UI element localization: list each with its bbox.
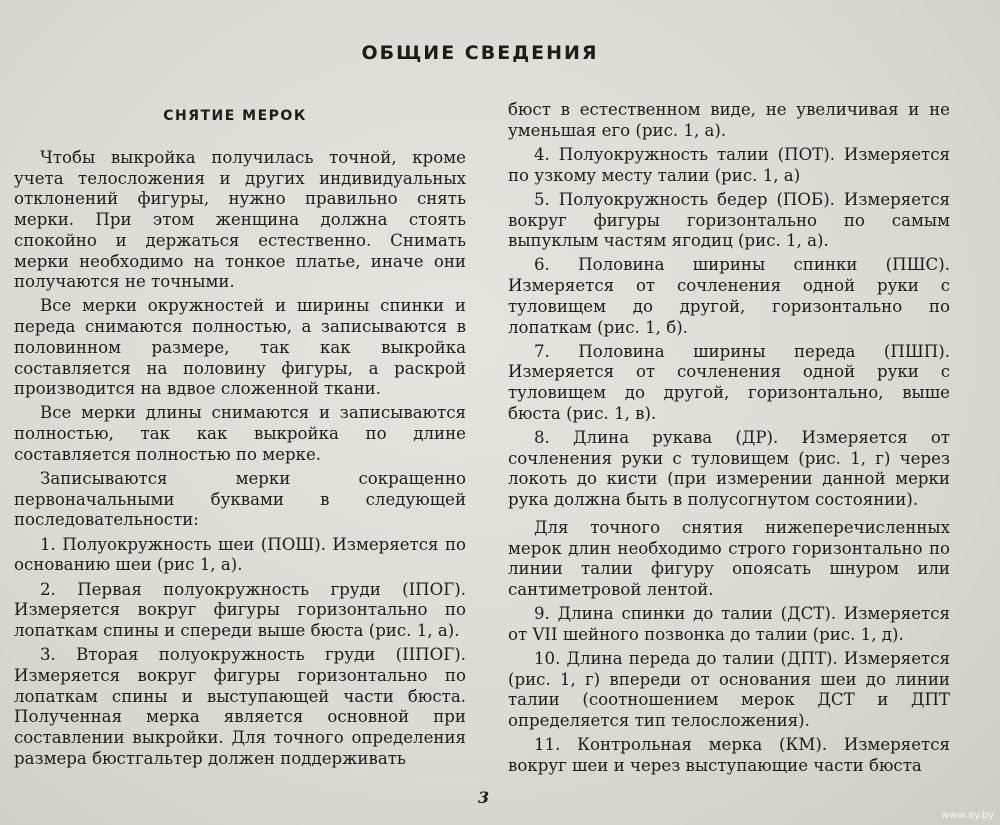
measurement-item: 8. Длина рукава (ДР). Измеряется от сочленения руки с туловищем (рис. 1, г) через локоть до кисти (при измерении данной мерки рука должна быть в полусогнутом состоянии). [508,428,950,510]
paragraph: Чтобы выкройка получилась точной, кроме учета телосложения и других индивидуальных отклонений фигуры, нужно правильно снять мерки. При этом женщина должна стоять спокойно и держаться естественно. Снимать мерки необходимо на тонкое платье, иначе они получаются не точными. [14,148,466,292]
measurement-item: 4. Полуокружность талии (ПОТ). Измеряется по узкому месту талии (рис. 1, а) [508,144,950,185]
measurement-item: 10. Длина переда до талии (ДПТ). Измеряется (рис. 1, г) впереди от основания шеи до линии талии (соотношением мерок ДСТ и ДПТ определяется тип телосложения). [508,649,950,731]
measurement-item: 11. Контрольная мерка (КМ). Измеряется вокруг шеи и через выступающие части бюста [508,735,950,776]
right-column [508,100,950,780]
paragraph: Все мерки длины снимаются и записываются полностью, так как выкройка по длине составляется полностью по мерке. [14,403,466,464]
measurement-item: 5. Полуокружность бедер (ПОБ). Измеряется вокруг фигуры горизонтально по самым выпуклым частям ягодиц (рис. 1, а). [508,189,950,251]
measurement-item: 7. Половина ширины переда (ПШП). Измеряется от сочленения одной руки с туловищем до другой, горизонтально, выше бюста (рис. 1, в). [508,341,950,423]
paragraph: Записываются мерки сокращенно первоначальными буквами в следующей последовательности: [14,469,466,530]
measurement-item: 6. Половина ширины спинки (ПШС). Измеряется от сочленения одной руки с туловищем до другой, горизонтально по лопаткам (рис. 1, б). [508,255,950,337]
left-column [14,148,466,773]
measurement-item: 2. Первая полуокружность груди (IПОГ). Измеряется вокруг фигуры горизонтально по лопаткам спины и спереди выше бюста (рис. 1, а). [14,579,466,640]
measurement-item: 3. Вторая полуокружность груди (IIПОГ). Измеряется вокруг фигуры горизонтально по лопаткам спины и выступающей части бюста. Полученная мерка является основной при составлении выкройки. Для точного определения размера бюстгальтер должен поддерживать [14,645,466,768]
measurement-item: 1. Полуокружность шеи (ПОШ). Измеряется по основанию шеи (рис 1, а). [14,534,466,575]
chapter-title: ОБЩИЕ СВЕДЕНИЯ [361,42,599,64]
paragraph: Для точного снятия нижеперечисленных мерок длин необходимо строго горизонтально по линии талии фигуру опоясать шнуром или сантиметровой лентой. [508,517,950,599]
paragraph: Все мерки окружностей и ширины спинки и переда снимаются полностью, а записываются в половинном размере, так как выкройка составляется на половину фигуры, а раскрой производится на вдвое сложенной ткани. [14,296,466,399]
page-number: 3 [478,788,490,807]
watermark: www.ay.by [941,810,994,821]
paragraph-continued: бюст в естественном виде, не увеличивая и не уменьшая его (рис. 1, а). [508,100,950,140]
section-title: СНЯТИЕ МЕРОК [163,108,307,124]
measurement-item: 9. Длина спинки до талии (ДСТ). Измеряется от VII шейного позвонка до талии (рис. 1, д). [508,604,950,644]
